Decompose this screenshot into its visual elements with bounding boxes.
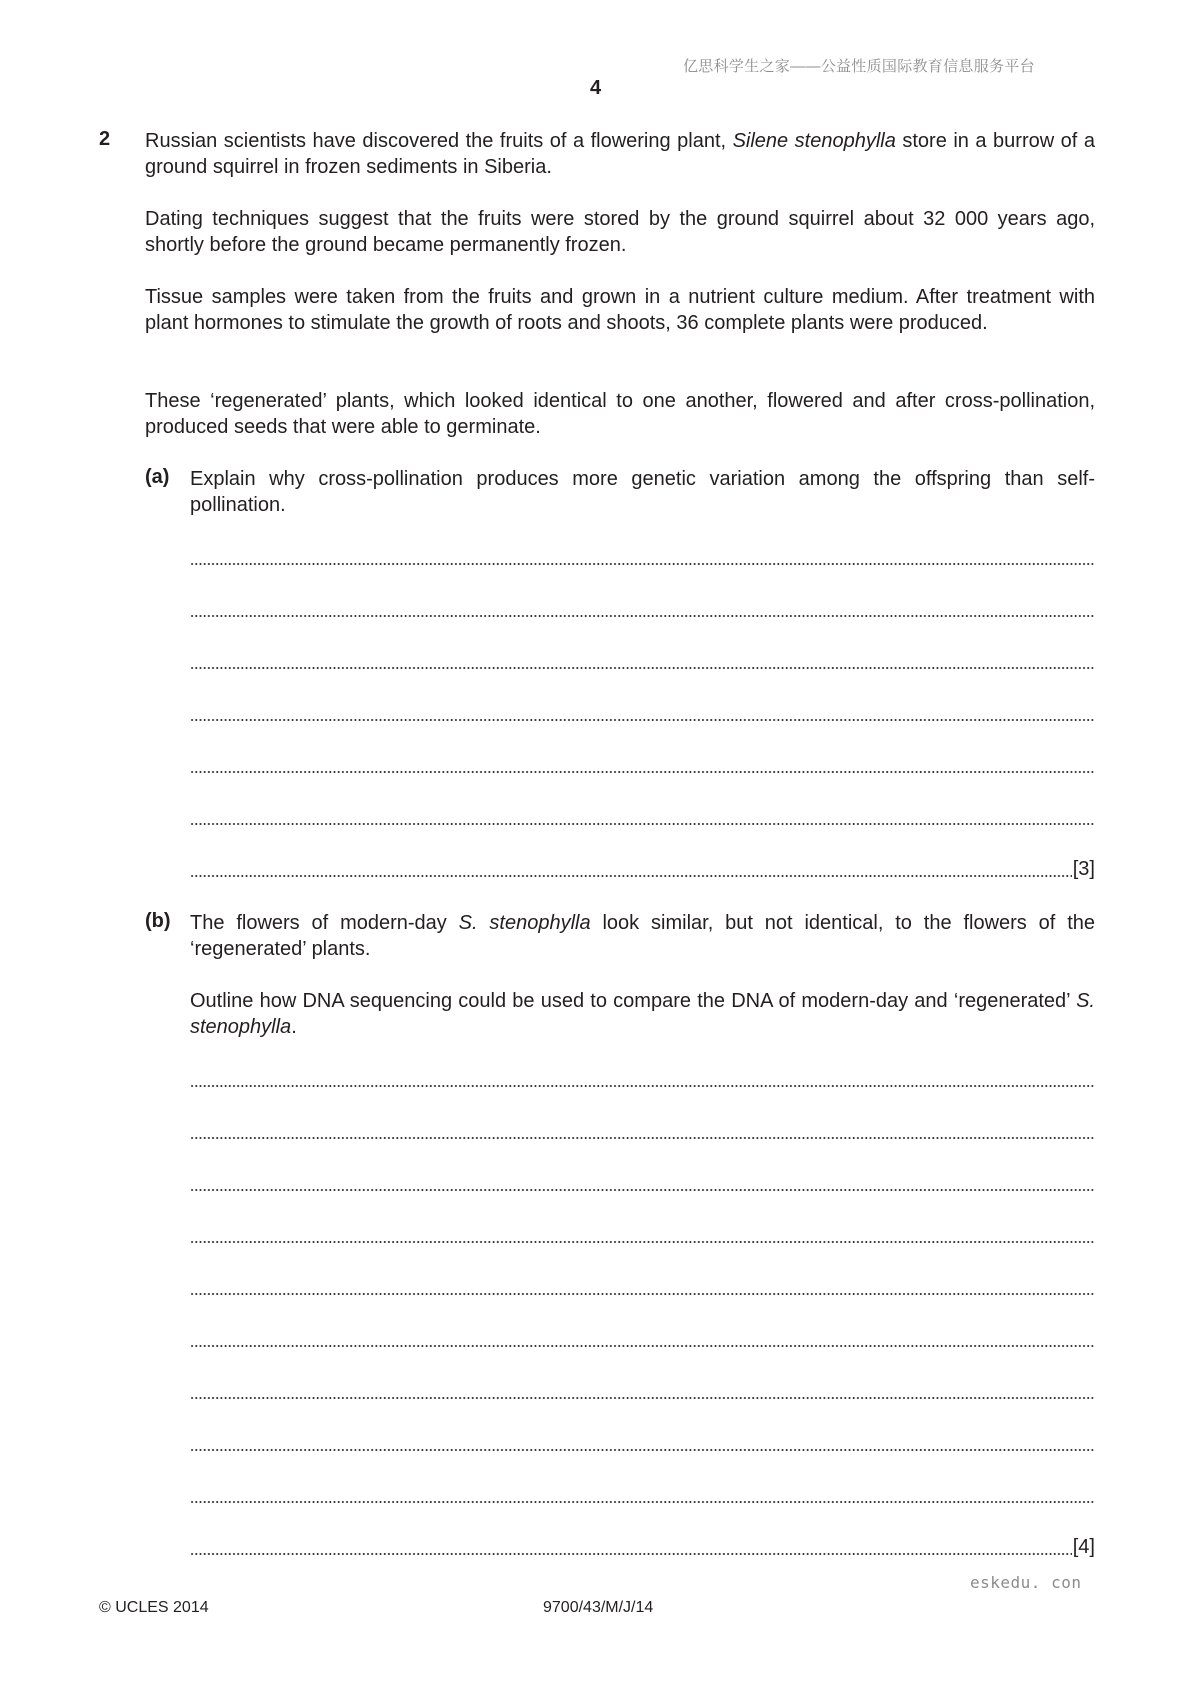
part-b-answer-line[interactable] (190, 1170, 1095, 1196)
part-a-answer-line[interactable] (190, 752, 1095, 778)
header-watermark: 亿思科学生之家——公益性质国际教育信息服务平台 (683, 58, 1035, 75)
part-a-answer-line[interactable] (190, 648, 1095, 674)
part-b-answer-line[interactable] (190, 1430, 1095, 1456)
part-b-text: . (291, 1016, 297, 1038)
part-b-answer-line[interactable] (190, 1326, 1095, 1352)
question-intro-paragraph-1 (145, 128, 1095, 180)
part-b-text: The flowers of modern-day (190, 912, 459, 934)
part-a-question-text: Explain why cross-pollination produces more genetic variation among the offspring than self-pollination. (190, 468, 1095, 516)
part-b-answer-line[interactable] (190, 1482, 1095, 1508)
part-a-answer-line[interactable] (190, 804, 1095, 830)
part-b-answer-line[interactable] (190, 1274, 1095, 1300)
part-b-answer-line[interactable] (190, 1066, 1095, 1092)
part-a-answer-line[interactable] (190, 544, 1095, 570)
part-b-text: look similar, but not identical, to the flowers of the ‘regenerated’ plants. (190, 912, 1096, 960)
intro-text: store in a burrow of a ground squirrel in frozen sediments in Siberia. (145, 130, 1095, 178)
page-number: 4 (589, 77, 602, 99)
part-b-answer-line[interactable] (190, 1378, 1095, 1404)
part-b-text: Outline how DNA sequencing could be used to compare the DNA of modern-day and ‘regenerated’ (190, 990, 1077, 1012)
part-a-marks: [3] (1072, 858, 1095, 880)
footer-copyright: © UCLES 2014 (99, 1599, 209, 1616)
footer-paper-code: 9700/43/M/J/14 (543, 1599, 654, 1616)
question-intro-paragraph-4: These ‘regenerated’ plants, which looked identical to one another, flowered and after cross-pollination, produced seeds that were able to germinate. (145, 390, 1095, 438)
part-a-label: (a) (145, 466, 170, 488)
part-a-answer-line[interactable] (190, 596, 1095, 622)
part-b-marks: [4] (1072, 1536, 1095, 1558)
part-a-answer-line-last[interactable] (190, 856, 1095, 882)
question-intro-paragraph-3: Tissue samples were taken from the fruits and grown in a nutrient culture medium. After treatment with plant hormones to stimulate the growth of roots and shoots, 36 complete plants were produced. (145, 286, 1095, 334)
species-name: S. stenophylla (458, 912, 591, 934)
part-a-answer-line[interactable] (190, 700, 1095, 726)
part-b-answer-line-last[interactable] (190, 1534, 1095, 1560)
part-b-answer-line[interactable] (190, 1222, 1095, 1248)
question-intro-paragraph-2: Dating techniques suggest that the fruits were stored by the ground squirrel about 32 000 years ago, shortly before the ground became permanently frozen. (145, 208, 1095, 256)
species-name: S. stenophylla (190, 990, 1095, 1038)
intro-text: Russian scientists have discovered the fruits of a flowering plant, (145, 130, 733, 152)
species-name: Silene stenophylla (732, 130, 896, 152)
part-b-question-text-1 (190, 910, 1095, 962)
question-number: 2 (99, 128, 111, 150)
part-b-question-text-2 (190, 988, 1095, 1040)
footer-watermark: eskedu. con (970, 1573, 1082, 1592)
part-b-answer-line[interactable] (190, 1118, 1095, 1144)
part-b-label: (b) (145, 910, 171, 932)
